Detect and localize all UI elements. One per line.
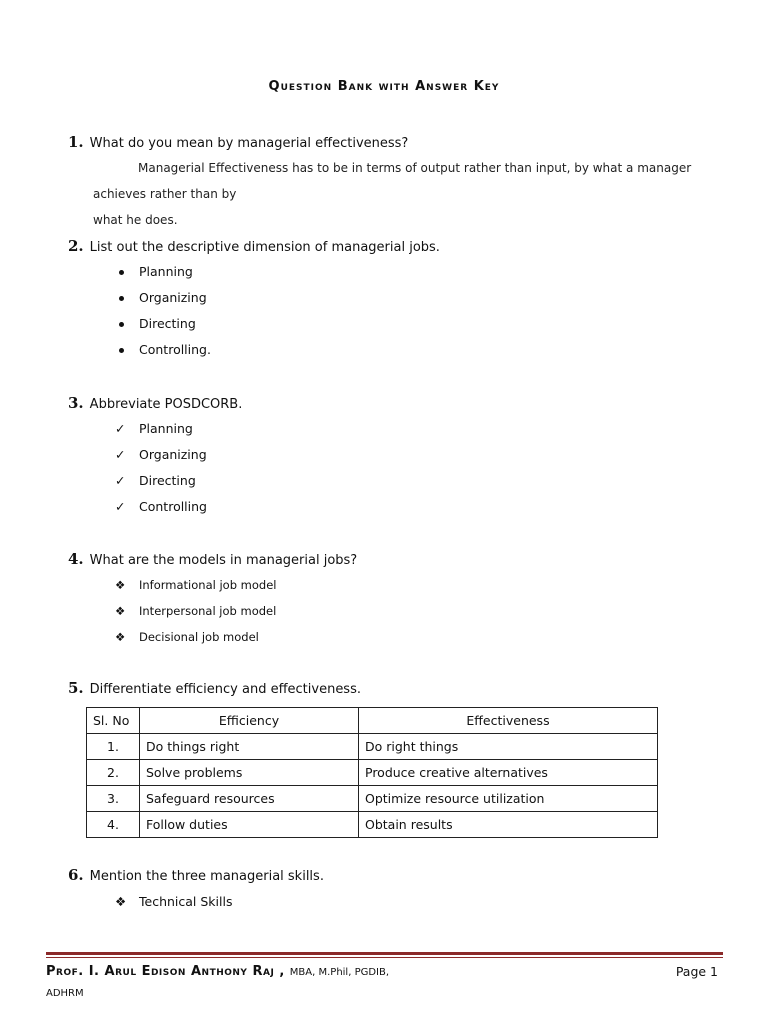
footer-rule (46, 952, 723, 955)
list-item: ❖ Technical Skills (115, 889, 232, 915)
column-header: Efficiency (140, 708, 359, 734)
question-6 (68, 866, 324, 884)
table-cell: Optimize resource utilization (359, 786, 658, 812)
question-number: 2. (68, 237, 84, 255)
question-text: List out the descriptive dimension of managerial jobs. (89, 240, 440, 255)
table-cell: Safeguard resources (140, 786, 359, 812)
diamond-bullet-icon: ❖ (115, 630, 126, 644)
comparison-table (86, 707, 658, 838)
checkmark-icon: ✓ (115, 499, 126, 514)
question-text: Differentiate efficiency and effectiveness. (89, 682, 361, 697)
list-item: Organizing (115, 285, 211, 311)
question-3 (68, 394, 242, 412)
table-row (87, 734, 658, 760)
question-number: 4. (68, 550, 84, 568)
footer-author (46, 964, 389, 979)
answer-1 (93, 155, 733, 233)
bullet-icon (119, 348, 124, 353)
list-item: ❖ Decisional job model (115, 624, 276, 650)
table-row (87, 786, 658, 812)
table-cell: 4. (87, 812, 140, 838)
table-cell: Follow duties (140, 812, 359, 838)
author-name: Prof. I. Arul Edison Anthony Raj , (46, 964, 285, 979)
question-text: What are the models in managerial jobs? (89, 553, 358, 568)
answer-list-3 (115, 416, 207, 520)
question-number: 3. (68, 394, 84, 412)
table-cell: 2. (87, 760, 140, 786)
question-5 (68, 679, 361, 697)
author-credentials: MBA, M.Phil, PGDIB, (289, 967, 390, 978)
diamond-bullet-icon: ❖ (115, 604, 126, 618)
table-cell: Do things right (140, 734, 359, 760)
bullet-icon (119, 296, 124, 301)
answer-text-line2: what he does. (93, 213, 178, 227)
column-header: Sl. No (87, 708, 140, 734)
column-header: Effectiveness (359, 708, 658, 734)
question-text: Mention the three managerial skills. (89, 869, 324, 884)
bullet-icon (119, 322, 124, 327)
list-item: ✓ Planning (115, 416, 207, 442)
question-number: 1. (68, 133, 84, 151)
diamond-bullet-icon: ❖ (115, 894, 127, 909)
question-4 (68, 550, 357, 568)
list-item: ✓ Controlling (115, 494, 207, 520)
bullet-icon (119, 270, 124, 275)
table-cell: Solve problems (140, 760, 359, 786)
question-1 (68, 133, 408, 151)
checkmark-icon: ✓ (115, 473, 126, 488)
answer-list-6 (115, 889, 232, 915)
page-title: Question Bank with Answer Key (268, 79, 500, 94)
table-cell: Do right things (359, 734, 658, 760)
list-item: Directing (115, 311, 211, 337)
answer-text-line1: Managerial Effectiveness has to be in terms of output rather than input, by what a manager achieves rather than by (93, 161, 692, 201)
question-2 (68, 237, 440, 255)
question-text: Abbreviate POSDCORB. (89, 397, 243, 412)
table-row (87, 812, 658, 838)
list-item: ❖ Interpersonal job model (115, 598, 276, 624)
question-text: What do you mean by managerial effectiveness? (89, 136, 409, 151)
table-header-row (87, 708, 658, 734)
answer-list-4 (115, 572, 276, 650)
list-item: Controlling. (115, 337, 211, 363)
list-item: ✓ Organizing (115, 442, 207, 468)
table-cell: 1. (87, 734, 140, 760)
table-row (87, 760, 658, 786)
table-cell: Obtain results (359, 812, 658, 838)
table-cell: Produce creative alternatives (359, 760, 658, 786)
author-credentials-line2: ADHRM (46, 988, 84, 999)
question-number: 6. (68, 866, 84, 884)
diamond-bullet-icon: ❖ (115, 578, 126, 592)
list-item: Planning (115, 259, 211, 285)
checkmark-icon: ✓ (115, 421, 126, 436)
list-item: ✓ Directing (115, 468, 207, 494)
page-number: Page 1 (675, 964, 718, 979)
list-item: ❖ Informational job model (115, 572, 276, 598)
table-cell: 3. (87, 786, 140, 812)
question-number: 5. (68, 679, 84, 697)
answer-list-2 (115, 259, 211, 363)
checkmark-icon: ✓ (115, 447, 126, 462)
footer-rule-thin (46, 957, 723, 958)
